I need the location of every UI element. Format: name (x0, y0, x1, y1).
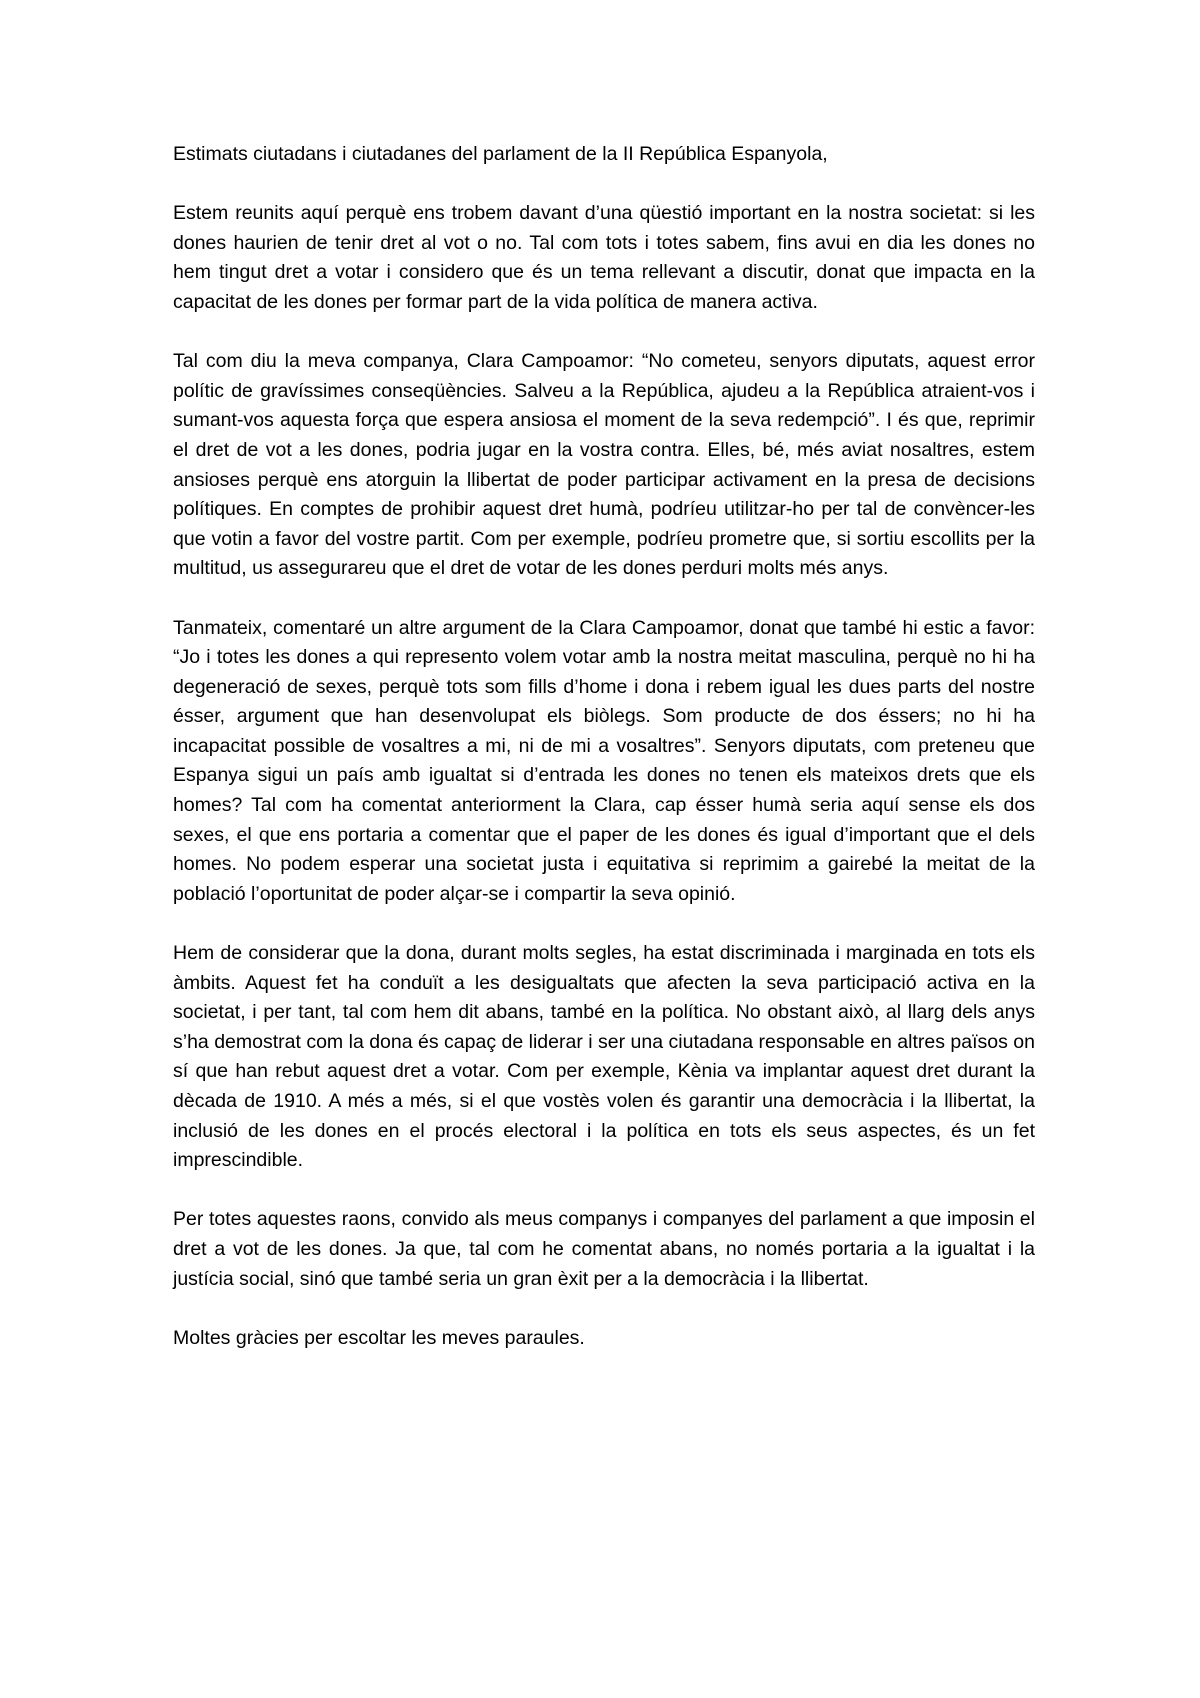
paragraph-second-argument: Tanmateix, comentaré un altre argument de la Clara Campoamor, donat que també hi estic a favor: “Jo i totes les dones a qui represento volem votar amb la nostra meitat masculina, perquè no hi ha degeneració de sexes, perquè tots som fills d’home i dona i rebem igual les dues parts del nostre ésser, argument que han desenvolupat els biòlegs. Som producte de dos éssers; no hi ha incapacitat possible de vosaltres a mi, ni de mi a vosaltres”. Senyors diputats, com preteneu que Espanya sigui un país amb igualtat si d’entrada les dones no tenen els mateixos drets que els homes? Tal com ha comentat anteriorment la Clara, cap ésser humà seria aquí sense els dos sexes, el que ens portaria a comentar que el paper de les dones és igual d’important que el dels homes. No podem esperar una societat justa i equitativa si reprimim a gairebé la meitat de la població l’oportunitat de poder alçar-se i compartir la seva opinió. (173, 616, 1035, 905)
paragraph-intro: Estem reunits aquí perquè ens trobem davant d’una qüestió important en la nostra societat: si les dones haurien de tenir dret al vot o no. Tal com tots i totes sabem, fins avui en dia les dones no hem tingut dret a votar i considero que és un tema rellevant a discutir, donat que impacta en la capacitat de les dones per formar part de la vida política de manera activa. (173, 202, 1035, 313)
paragraph-conclusion: Per totes aquestes raons, convido als meus companys i companyes del parlament a que imposin el dret a vot de les dones. Ja que, tal com he comentat abans, no només portaria a la igualtat i la justícia social, sinó que també seria un gran èxit per a la democràcia i la llibertat. (173, 1208, 1035, 1290)
document-page (173, 140, 1035, 1383)
paragraph-discrimination: Hem de considerar que la dona, durant molts segles, ha estat discriminada i marginada en tots els àmbits. Aquest fet ha conduït a les desigualtats que afecten la seva participació activa en la societat, i per tant, tal com hem dit abans, també en la política. No obstant això, al llarg dels anys s’ha demostrat com la dona és capaç de liderar i ser una ciutadana responsable en altres països on sí que han rebut aquest dret a votar. Com per exemple, Kènia va implantar aquest dret durant la dècada de 1910. A més a més, si el que vostès volen és garantir una democràcia i la llibertat, la inclusió de les dones en el procés electoral i la política en tots els seus aspectes, és un fet imprescindible. (173, 942, 1035, 1172)
greeting-line: Estimats ciutadans i ciutadanes del parlament de la II República Espanyola, (173, 143, 828, 165)
paragraph-campoamor-quote: Tal com diu la meva companya, Clara Campoamor: “No cometeu, senyors diputats, aquest error polític de gravíssimes conseqüències. Salveu a la República, ajudeu a la República atraient-vos i sumant-vos aquesta força que espera ansiosa el moment de la seva redempció”. I és que, reprimir el dret de vot a les dones, podria jugar en la vostra contra. Elles, bé, més aviat nosaltres, estem ansioses perquè ens atorguin la llibertat de poder participar activament en la presa de decisions polítiques. En comptes de prohibir aquest dret humà, podríeu utilitzar-ho per tal de convèncer-les que votin a favor del vostre partit. Com per exemple, podríeu prometre que, si sortiu escollits per la multitud, us assegurareu que el dret de votar de les dones perduri molts més anys. (173, 350, 1035, 580)
closing-line: Moltes gràcies per escoltar les meves paraules. (173, 1326, 585, 1349)
